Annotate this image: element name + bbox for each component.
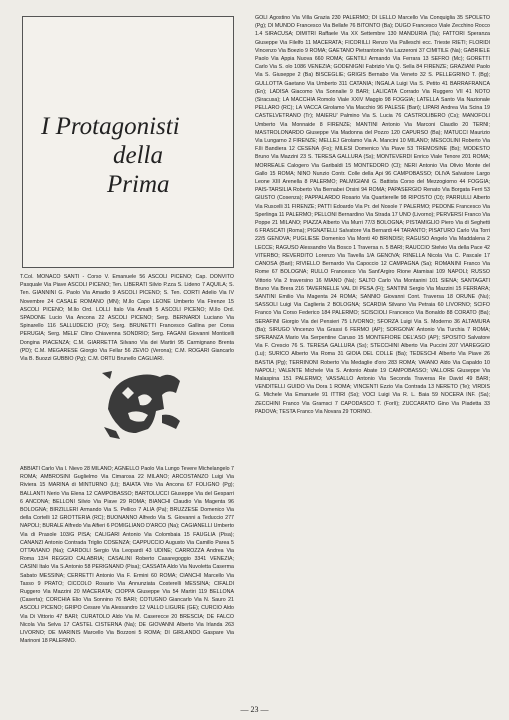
title-line-2: della: [113, 142, 163, 169]
participants-list-a-d: ABBIATI Carlo Via I. Nievo 28 MILANO; AGNELLO Paolo Via Lungo Tevere Michelangelo 7 ROMA; AMBROSINI Guglielmo Via Cimarosa 22 MILANO; ARCOSTANZO Luigi Via Riviera 15 MARINA di MINTURNO (Lt); BAIATA Vito Via Ancona 67 FOLIGNO (Pg); BALLANTI Nerio Via Elena 12 CAMPOBASSO; BARTOLUCCI Giuseppe Via del Gesparri 6 ANCONA; BELLONI Silvio Via Piave 29 ROMA; BIANCHI Claudio Via Magenta 96 BOLOGNA; BIRZILLERI Armando Via S. Pellico 7 ALIA (Pa); BRUZZESE Domenico Via della Cortelli 12 GROTTERIA (RC); BUONANNO Alfredo Via S. Giovanni a Teduccio 277 NAPOLI; BURALE Alfredo Via Alfieri 6 POMIGLIANO D'ARCO (Na); CAGIANELLI Umberto Via di Prasole 103/G PISA; CALIGARI Antonio Via Colombaia 15 FAUGLIA (Pisa); CANANZI Antonio Contrada Triglio COSENZA; CAPPUCCIO Augusto Via Camillo Parea 5 OTTAVIANO (Na); CARDOLI Sergio Via Leopardi 43 UDINE; CARROZZA Andrea Via Roma 13/4 REGGIO CALABRIA; CASALINI Roberto Casaregoggio 3341 VENEZIA; CASINI Italo Via S.Antonio 58 PERIGNANO (Pisa); CASSATA Aldo Via Nuvoletta Caserma Sabato MESSINA; CERRETTI Antonio Via F. Ermini 60 ROMA; CIANCHI Marcello Via Tasso 9 PRATO; CICCOLO Rosario Via Annunziata Costerelli MESSINA; CIFALDI Ruggero Via Mazzini 20 MACERATA; CIOPPA Giuseppe Via 54 Martiri 119 BELLONA (Caserta); CORCHIA Elio Via Sonnino 76 BARI; COTUGNO Giancarlo Via N. Sauro 21 ASCOLI PICENO; GRIPO Cesare Via Alessandro 12 VALLO LIGURE (GE); CURCIO Aldo Via Di Vittorio 47 BARI; CURATOLO Aldo Via M. Caserecce 20 BRESCIA; DE FALCO Nicola Via Selva 17 CASTEL CISTERNA (Na); DE GIOVANNI Alberto Via Irlanda 263 LIVORNO; DE MARINIS Marcello Via Bozzoni 5 ROMA; DI GIRLANDO Gaspare Via Marinoni 18 PALERMO.: [20, 466, 234, 645]
page-number: — 23 —: [240, 705, 269, 714]
seal-emblem-svg: [98, 363, 192, 447]
officers-list: T.Col. MONACO SANTI - Corso V. Emanuele 56 ASCOLI PICENO; Cap. DONVITO Pasquale Via Piave ASCOLI PICENO; Ten. LIBERATI Silvio P.zza S. Lideno 7 AQUILA; S. Ten. GIANNINI G. Paolo Via Amadio 9 ASCOLI PICENO; S. Ten. CORTI Adelio Via IV Novembre 24 CASALE ROMANO (MN); M.llo Capo LEONE Umberto Via Firenze 15 ASCOLI PICENO; M.llo Ord. LOLLI Italo Via Amalfi 5 ASCOLI PICENO; M.llo Ord. SPADONE Lucio Via Ancona 22 ASCOLI PICENO; Serg. BERNARDI Luciano Via Spinarello 116 SALLUDECIO (FO); Serg. BRUNETTI Francesco Gallina per Corsa PERUGIA; Serg. MELE' Clino Chiavenna SONDRIO; Serg. FAGANI Giovanni Monticelli Dongina PIACENZA; C.M. GIARRETTA Silvano Via dei Martiri 95 Carmignano Brenta (PD); C.M. MEGARESE Giorgio Via Fellar 56 ZEVIO (Verona); C.M. ROGARI Giancarlo Via B. Buozzi GUBBIO (Pg); C.M. ORTU Brunello CAGLIARI.: [20, 274, 234, 363]
seal-emblem-icon: [98, 363, 192, 447]
title-box: [22, 16, 234, 268]
participants-list-d-z: GOLI Agostino Via Villa Grazia 230 PALERMO; DI LELLO Marcello Via Conquiglia 35 SPOLETO (Pg); DI MUNDO Francesco Via Bellafe 76 BITONTO (Ba); DUGO Francesco Viale Zecchino Rocco 1.4 SIRACUSA; DIMITRI Raffaele Via XX Settembre 130 MANDURIA (Ta); FATTORI Speranza Giuseppe Via Filelfo 11 MACERATA; FICORILLI Renzo Via Palleschi ecc. Trieste RIETI; FLORIDI Vincenzo Via Boezio 9 ROMA; GAETANO Pietrantonio Via Lazzeroni 37 CIMITILE (Na); GABRIELE Paolo Via Appia Nuova 660 ROMA; GENTILI Armando Via Ferrara 13 SEFRO (Mc); GORETTI Carlo Via S. olo 1086 VENEZIA; GODENIGNI Fabrizio Via Q. Sella 84 FIRENZE; GRAZIANI Paolo Via S. Giuseppe 2 (Ba) BISCEGLIE; GRIGIS Bernabo Via Veneto 32 S. PELLEGRINO T. (Bg); GULLOTTA Gaetano Via Umberto 311 CATANIA; INGALA Luigi Via S. Petito 41 BARRAFRANCA (En); LADISA Giacomo Via Sonnalie 9 BARI; LALICATA Corrado Via Ruggero VII 41 NOTO (Siracusa); LA MACCHIA Romolo Viale XXIV Maggio 98 FOGGIA; LATELLA Santo Via Nazionale PELLARO (RC); LA VACCA Girolamo Via Macchio 96 PALESE (Bari); LIPARI Andrea Via Scina 19 CASTELVETRANO (Tr); MAIERU' Palmino Via S. Lucia 76 CASTROLIBERO (Cs); MANOFOLI Umberto Via Monnaide 8 FIRENZE; MANTINI Antonio Via Marconi Claudio 20 TERNI; MASTROLONARDO Giuseppe Via Madonna del Pozzo 120 CAPURSO (Ba); MATUCCI Maurizio Via Lungarno 2 FIRENZE; MELLEJ Girolamo Via A. Mancini 10 MILANO; MESCOLINI Roberto Via F.lli Bandiera 12 CESENA (Fo); MILESI Domenico Via Piave 53 TREMOSINE (Bs); MODESTO Bruno Via Mazzini 23 S. TERESA GALLURA (Ss); MONTEVERDI Enrico Viale Tenore 201 ROMA; MORREALE Calogero Via Garibaldi 15 MONTEDORO (CI); NERI Antonio Via Olivio Monte del Gallo 15 ROMA; NINO Nunzio Contr. Colle della Api 96 CAMPOBASSO; OLIVA Salvatore Largo Leone XIII Arenella 8 PALERMO; PALMIGIANI G. Battista Corso del Mezzogiorno 44 FOGGIA; PAIS-TARSILIA Roberto Via Bernabei Orsini 94 ROMA; PAPASERGIO Renato Via Borgata Ferri 53 GIUSTO (Cosenza); PAPPALARDO Rosario Via Quartierelle 98 RIPOSTO (Ct); PARRULLI Alberto Via Ruscelli 31 FIRENZE; PATTI Edoardo Via Pr. del Nosole 7 PALERMO; PEDONE Francesco Via Sperlinga 11 PALERMO; PELLONI Bernardino Via Strada 17 UNO (Livorno); PERVERSI Franco Via Poppe 21 MILANO; PIAZZA Alberto Via Murri 77/3 BOLOGNA; PISTAMIGLIO Piero Via di Seghetti 6 FRASCATI (Roma); PIGNATELLI Salvatore Via Bernardi 44 TARANTO; PISATURO Carlo Via Torri 22/5 GENOVA; PUGLIESE Domenico Via Monti 40 BRINDISI; RAGUSO Angelo Via Maddalena 2 LECCE; RAGUSO Alessandro Via Bosco 1 Traversa n. 5 BARI; RAUCCIO Stelvio Via della Pace 42 VITERBO; REVERDITO Lorenzo Via Tavella 1/A GENOVA; RINELLA Nicola Via C. Pascale 17 CANOSA (Bari); RIVIELLO Bernardo Via Capoccio 12 CAMPAGNA (Sa); ROMANINI Franco Via Rome 67 BOLOGNA; RULLO Francesco Via Sant'Argiro Rione Atamisai 109 NAPOLI; RUSSO Vittorio Via 2 traversino 16 MIANO (Na); SALTO Carlo Via Montanini 101 SIENA; SANTAGATI Bruno Via Brera 216 TAVERNELLE VAL DI PESA (Fi); SANTINI Sergio Via Mazzini 15 FERRARA; SANTINI Emilio Via Magenta 24 ROMA; SANNIO Giovanni Cont. Traversa 18 ORUNE (Nu); SASSOLI Luigi Via Caglieria 2 BOLOGNA; SCARDIA Silvano Via Petraia 60 LIVORNO; SCIFO Franco Via Corso Federico 184 PALERMO; SCISCIOLI Francesco Via Bonaldo 88 CORATO (Ba); SERAFINI Giorgio Via dei Pensieri 75 LIVORNO; SFORZA Luigi Via S. Moderno 36 ALTAMURA (Ba); SIRUGO Vincenzo Via Grassi 6 FERMO (AP); SORGONA' Antonio Via Turchia 7 ROMA; SPERANZA Mario Via Serpentine Caruso 15 MONTEFIORE DEL'ASO (AP); SPOSITO Salvatore Via F. Crescio 76 S. TERESA GALLURA (Ss); STECCHINI Alberto Via Puccini 207 VIAREGGIO (Lu); SURICO Alberto Via Roma 31 GIOIA DEL COLLE (Ba); TEDESCHI Alberto Via Piave 26 BASTIA (Pg); TERRINONI Roberto Via Medaglie d'oro 283 ROMA; VAIANO Aldo Via Capaldo 10 NAPOLI; VALENTE Michele Via S. Antonio Abate 19 CAMPOBASSO; VALLORE Giuseppe Via Malaspina 151 PALERMO; VASSALLO Antonio Via Seconda Traversa Re David 49 BARI; VENDITELLI GUIDO Via Dora 1 ROMA; VINCENTI Ezzio Via Contrada 13 NERETO (Te); VIRDIS G. Michele Via Emanuele 91 ITTIRI (Ss); VOCI Luigi Via R. L. Baia 59 NOCERA INF. (Sa); ZECCHINI Franco Via Gramsci 7 CAPODASCO T. (Forlì); ZUCCARATO Gino Via Piadetta 33 PADOVA; TESTA Franco Via Novara 29 TORINO.: [255, 15, 490, 415]
title-line-3: Prima: [107, 171, 170, 198]
title-line-1: I Protagonisti: [41, 113, 180, 140]
